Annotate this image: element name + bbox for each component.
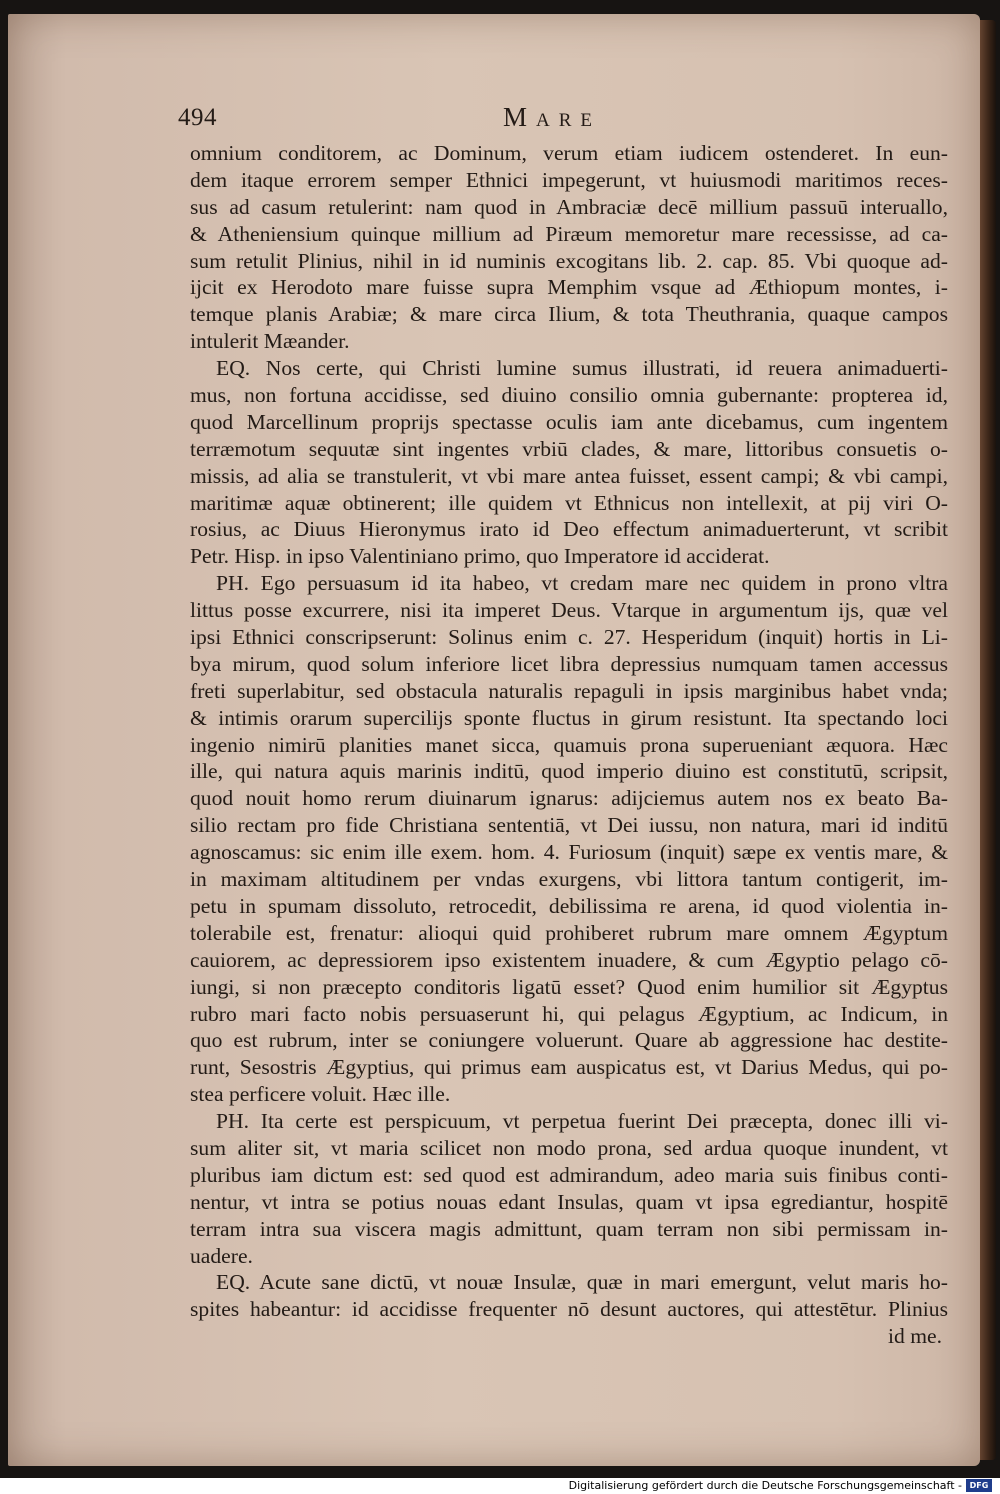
text-line: intulerit Mæander.	[190, 329, 350, 354]
text-line: in maximam altitudinem per vndas exurgens, vbi littora tantum contigerit, im-	[190, 867, 948, 892]
text-line: ipsi Ethnici conscripserunt: Solinus enim c. 27. Hesperidum (inquit) hortis in Li-	[190, 625, 948, 650]
digitization-footer	[0, 1478, 1000, 1494]
text-line: sus ad casum retulerint: nam quod in Ambraciæ decē millium passuū interuallo,	[190, 194, 948, 219]
text-line: littus posse excurrere, nisi ita imperet Deus. Vtarque in argumentum ijs, quæ vel	[190, 598, 948, 623]
text-line: bya mirum, quod solum inferiore licet libra depressius numquam tamen accessus	[190, 651, 948, 676]
text-line: sum aliter sit, vt maria scilicet non modo prona, sed ardua quoque inundent, vt	[190, 1135, 948, 1160]
text-line: maritimæ aquæ obtinerent; ille quidem vt Ethnicus non intellexit, at pij viri O-	[190, 490, 948, 515]
page-edge	[978, 20, 996, 1460]
dfg-logo: DFG	[966, 1479, 992, 1492]
text-line: uadere.	[190, 1243, 253, 1268]
funding-credit: Digitalisierung gefördert durch die Deutsche Forschungsgemeinschaft -	[568, 1479, 962, 1492]
text-line: petu in spumam dissoluto, retrocedit, debilissima re arena, id quod violentia in-	[190, 893, 948, 918]
text-line: iungi, si non præcepto conditoris ligatū esset? Quod enim humilior sit Ægyptus	[190, 974, 948, 999]
text-line: rosius, ac Diuus Hieronymus irato id Deo effectum animaduerterunt, vt scribit	[190, 517, 948, 542]
text-line: agnoscamus: sic enim ille exem. hom. 4. Furiosum (inquit) sæpe ex ventis mare, &	[190, 840, 948, 865]
text-line: ijcit ex Herodoto mare fuisse supra Memphim vsque ad Æthiopum montes, i-	[190, 275, 948, 300]
text-line: temque planis Arabiæ; & mare circa Ilium, & tota Theuthrania, quaque campos	[190, 302, 948, 327]
text-line: cauiorem, ac depressiorem ipso existentem inuadere, & cum Ægyptio pelago cō-	[190, 947, 948, 972]
text-line: EQ. Nos certe, qui Christi lumine sumus illustrati, id reuera animaduerti-	[216, 356, 948, 381]
text-line: sum retulit Plinius, nihil in id numinis excogitans lib. 2. cap. 85. Vbi quoque ad-	[190, 248, 948, 273]
text-line: runt, Sesostris Ægyptius, qui primus eam auspicatus est, vt Darius Medus, qui po-	[190, 1055, 948, 1080]
running-head: Mare	[503, 102, 602, 132]
text-line: freti superlabitur, sed obstacula naturalis repaguli in ipsis marginibus habet vnda;	[190, 678, 948, 703]
text-line: nentur, vt intra se potius nouas edant Insulas, quam vt ipsa egrediantur, hospitē	[190, 1189, 948, 1214]
text-line: tolerabile est, frenatur: alioqui quid prohiberet rubrum mare omnem Ægyptum	[190, 920, 948, 945]
text-line: ingenio nimirū planities manet sicca, quamuis prona superueniant æquora. Hæc	[190, 732, 948, 757]
text-line: mus, non fortuna accidisse, sed diuino consilio omnia gubernante: propterea id,	[190, 383, 948, 408]
text-line: quo est rubrum, inter se coniungere voluerunt. Quare ab aggressione hac destite-	[190, 1028, 948, 1053]
text-line: PH. Ego persuasum id ita habeo, vt credam mare nec quidem in prono vltra	[216, 571, 948, 596]
text-line: stea perficere voluit. Hæc ille.	[190, 1082, 451, 1107]
text-line: silio rectam pro fide Christiana sententiā, vt Dei iussu, non natura, mari id inditū	[190, 813, 948, 838]
text-line: PH. Ita certe est perspicuum, vt perpetua fuerint Dei præcepta, donec illi vi-	[216, 1109, 948, 1134]
text-line: terræmotum sequutæ sint ingentes vrbiū clades, & mare, littoribus consuetis o-	[190, 436, 948, 461]
text-line: quod nouit homo rerum diuinarum ignarus: adijciemus autem nos ex beato Ba-	[190, 786, 948, 811]
text-line: quod Marcellinum proprijs spectasse oculis iam ante dicebamus, cum ingentem	[190, 409, 948, 434]
text-line: & intimis orarum supercilijs sponte fluctus in girum resistunt. Ita spectando loci	[190, 705, 948, 730]
text-line: pluribus iam dictum est: sed quod est admirandum, adeo maria suis finibus conti-	[190, 1162, 948, 1187]
text-line: rubro mari facto nobis persuaserunt hi, qui pelagus Ægyptium, ac Indicum, in	[190, 1001, 948, 1026]
text-line: & Atheniensium quinque millium ad Piræum memoretur mare recessisse, ad ca-	[190, 221, 948, 246]
text-line: omnium conditorem, ac Dominum, verum etiam iudicem ostenderet. In eun-	[190, 141, 948, 165]
page-number: 494	[178, 104, 217, 131]
page-body-text	[190, 140, 948, 1350]
text-line: spites habeantur: id accidisse frequenter nō desunt auctores, qui attestētur. Plinius	[190, 1297, 948, 1322]
text-line: EQ. Acute sane dictū, vt nouæ Insulæ, quæ in mari emergunt, velut maris ho-	[216, 1270, 948, 1295]
text-line: Petr. Hisp. in ipso Valentiniano primo, quo Imperatore id acciderat.	[190, 544, 770, 569]
text-line: terram intra sua viscera magis admittunt, quam terram non sibi permissam in-	[190, 1216, 948, 1241]
catchword: id me.	[888, 1324, 942, 1349]
page-header	[178, 102, 938, 136]
text-line: missis, ad alia se transtulerit, vt vbi mare antea fuisset, essent campi; & vbi campi,	[190, 463, 948, 488]
text-line: dem itaque errorem semper Ethnici impegerunt, vt huiusmodi maritimos reces-	[190, 167, 948, 192]
text-line: ille, qui natura aquis marinis inditū, quod imperio diuino est constitutū, scripsit,	[190, 759, 948, 784]
